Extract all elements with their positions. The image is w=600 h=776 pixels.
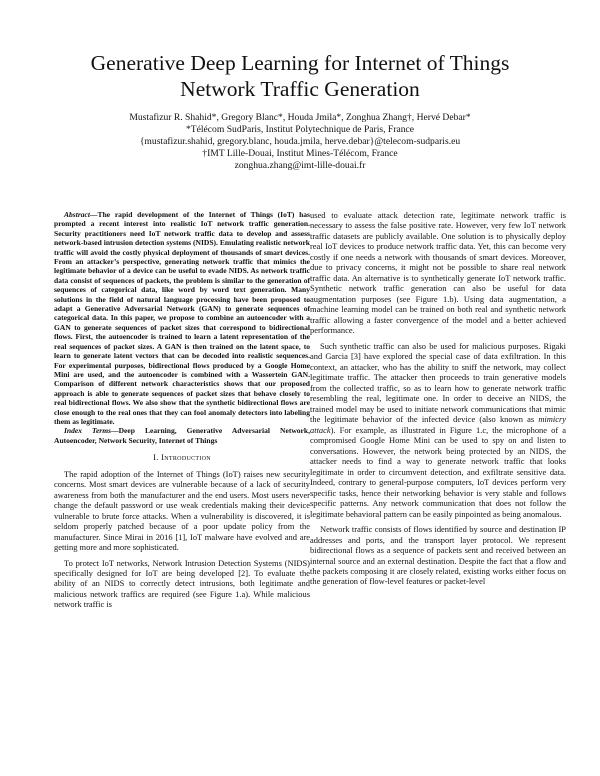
right-paragraph-2 — [310, 341, 566, 519]
p2-before: Such synthetic traffic can also be used for malicious purposes. Rigaki and Garcia [3] have explored the special case of data exfiltration. In this context, an attacker, who has the ability to sniff the network, may collect legitimate traffic. The attacker then proceeds to train generative models from the collected traffic, so as to learn how to generate network traffic resembling the real, legitimate one. In order to deceive an NIDS, the trained model may be used to initiate network communications that mimic the legitimate behavior of the infected device (also known as — [310, 340, 566, 425]
abstract-text: The rapid development of the Internet of Things (IoT) has prompted a recent interest into realistic IoT network traffic generation. Security practitioners need IoT network traffic data to develop and assess network-based intrusion detection systems (NIDS). Emulating realistic network traffic will avoid the costly physical deployment of thousands of smart devices. From an attacker’s perspective, generating network traffic that mimics the legitimate behavior of a device can be useful to evade NIDS. As network traffic data consist of sequences of packets, the problem is similar to the generation of sequences of categorical data, like word by word text generation. Many solutions in the field of natural language processing have been proposed to adapt a Generative Adversarial Network (GAN) to generate sequences of categorical data. In this paper, we propose to combine an autoencoder with a GAN to generate sequences of packet sizes that correspond to bidirectional flows. First, the autoencoder is trained to learn a latent representation of the real sequences of packet sizes. A GAN is then trained on the latent space, to learn to generate latent vectors that can be decoded into realistic sequences. For experimental purposes, bidirectional flows produced by a Google Home Mini are used, and the autoencoder is combined with a Wassertein GAN. Comparison of different network characteristics shows that our proposed approach is able to generate sequences of packet sizes that behave closely to real bidirectional flows. We also show that the synthetic bidirectional flows are close enough to the real ones that they can fool anomaly detectors into labeling them as legitimate. — [54, 210, 310, 426]
email-1: {mustafizur.shahid, gregory.blanc, houda.jmila, herve.debar}@telecom-sudparis.eu — [139, 136, 461, 147]
author-block — [40, 112, 560, 172]
paper-title — [40, 50, 560, 102]
index-terms-label: Index Terms — [64, 426, 112, 436]
title-line-1: Generative Deep Learning for Internet of Things — [90, 51, 510, 75]
intro-paragraph-2: To protect IoT networks, Network Intrusion Detection Systems (NIDS) specifically designed for IoT are being developed [2]. To evaluate the ability of an NIDS to correctly detect intrusions, both legitimate and malicious network traffics are required (see Figure 1.a). While malicious network traffic is — [54, 557, 310, 610]
mimicry-attack-term: mimicry attack — [310, 414, 566, 435]
left-column — [54, 210, 310, 610]
index-terms — [54, 426, 310, 445]
title-line-2: Network Traffic Generation — [180, 77, 420, 101]
abstract — [54, 210, 310, 426]
intro-paragraph-1: The rapid adoption of the Internet of Things (IoT) raises new security concerns. Most smart devices are vulnerable because of a lack of security awareness from both the manufacturer and the end users. Most users never change the default password or use weak credentials making their device vulnerable to brute force attacks. When a vulnerability is discovered, it is seldom properly patched because of a poor update policy from the manufacturer. Since Mirai in 2016 [1], IoT malware have evolved and are getting more and more sophisticated. — [54, 468, 310, 553]
affiliation-1: *Télécom SudParis, Institut Polytechnique de Paris, France — [185, 124, 415, 135]
section-heading-introduction: I. Introduction — [153, 452, 211, 463]
index-terms-text: —Deep Learning, Generative Adversarial Network, Autoencoder, Network Security, Internet of Things — [54, 426, 310, 445]
affiliation-2: †IMT Lille-Douai, Institut Mines-Télécom, France — [202, 148, 398, 159]
author-names: Mustafizur R. Shahid*, Gregory Blanc*, Houda Jmila*, Zonghua Zhang†, Hervé Debar* — [129, 112, 471, 123]
email-2: zonghua.zhang@imt-lille-douai.fr — [234, 160, 366, 171]
p2-after: ). For example, as illustrated in Figure 1.c, the microphone of a compromised Google Home Mini can be used to spy on and listen to conversations. However, the network being protected by an NIDS, the attacker needs to find a way to generate network traffic that looks legitimate in order to circumvent detection, and exfiltrate sensitive data. Indeed, contrary to general-purpose computers, IoT devices perform very specific tasks, hence their networking behavior is very stable and follows specific patterns. Any network communication that does not follow the legitimate behavioral pattern can be easily pinpointed as being anomalous. — [310, 424, 566, 519]
abstract-label: Abstract— — [64, 210, 98, 219]
right-paragraph-3: Network traffic consists of flows identified by source and destination IP addresses and ports, and the transport layer protocol. We represent bidirectional flows as a sequence of packets sent and received between an internal source and an external destination. Despite the fact that a flow and the packets composing it are closely related, existing works either focus on the generation of flow-level features or packet-level — [310, 524, 566, 587]
right-paragraph-1: used to evaluate attack detection rate, legitimate network traffic is necessary to assess the false positive rate. However, very few IoT network traffic datasets are publicly available. One solution is to physically deploy real IoT devices to produce network traffic data. Yet, this can become very costly if one needs a network with thousands of smart devices. Moreover, due to privacy concerns, it might not be possible to share real network traffic data. An alternative is to synthetically generate IoT network traffic. Synthetic network traffic generation can also be useful for data augmentation purposes (see Figure 1.b). Using data augmentation, a machine learning model can be trained on both real and synthetic network traffic allowing a faster convergence of the model and a better achieved performance. — [310, 210, 566, 336]
right-column — [310, 210, 566, 587]
